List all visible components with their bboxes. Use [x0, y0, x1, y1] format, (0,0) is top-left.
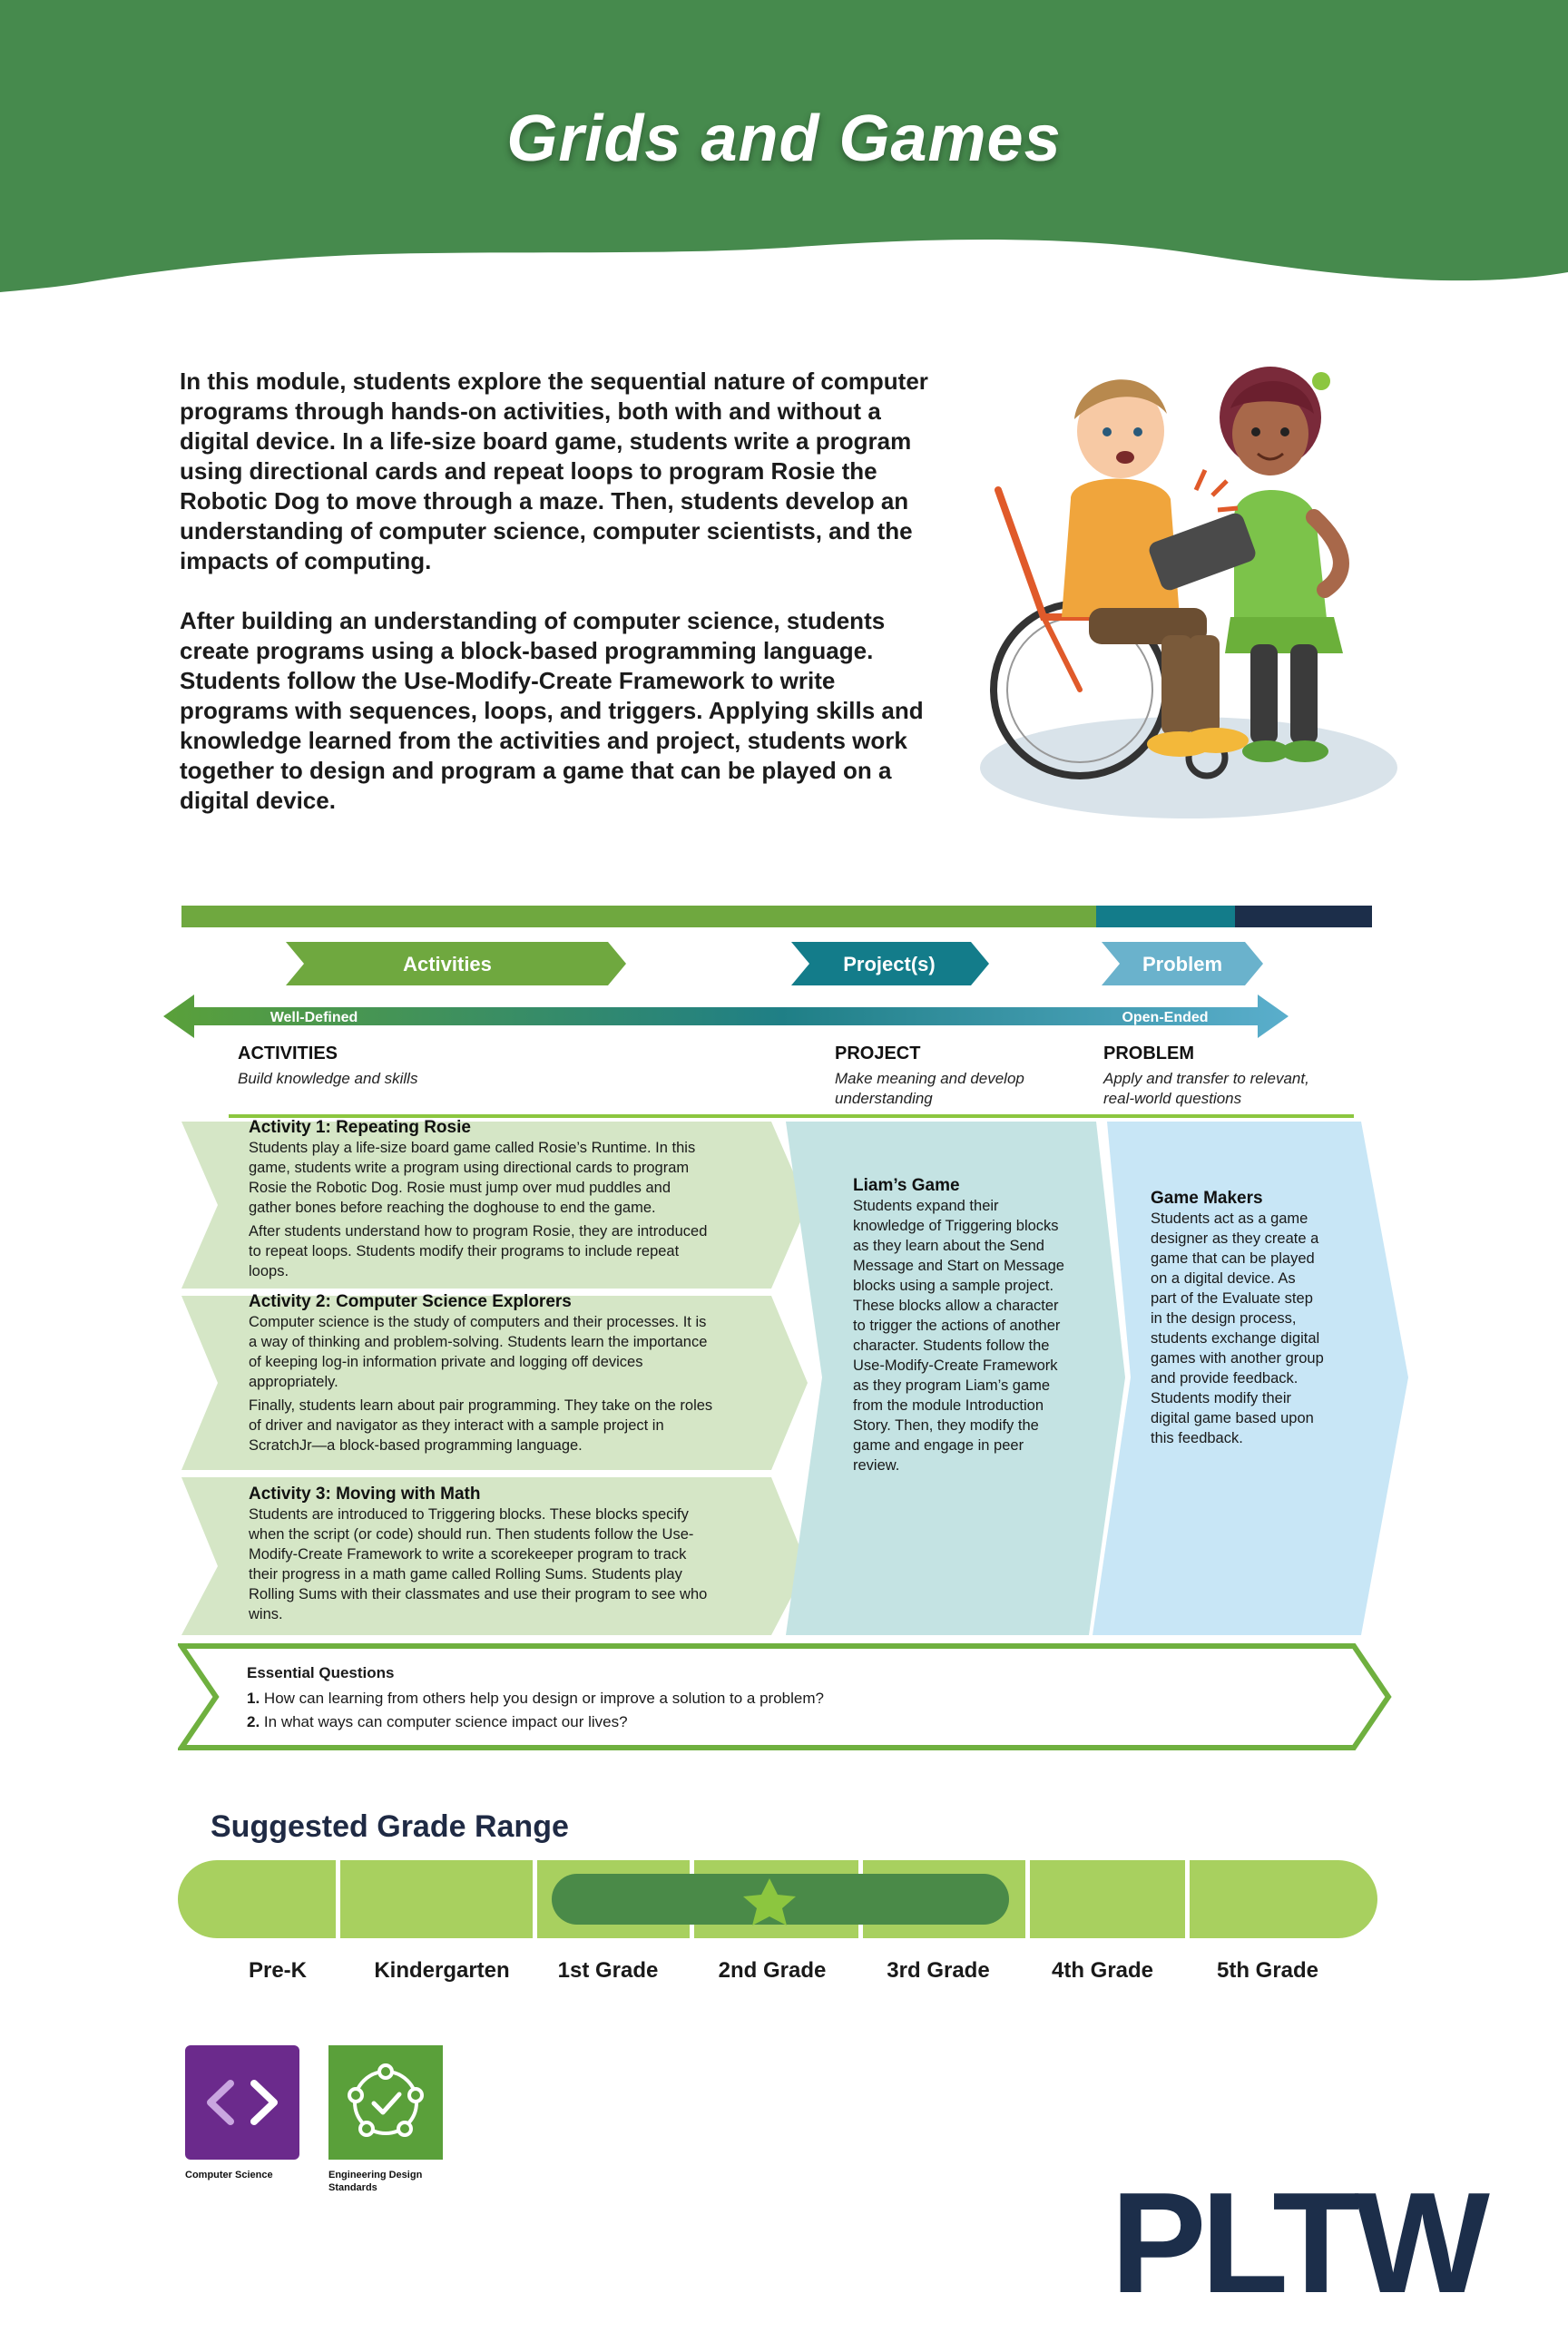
- problem-line: Students act as a game: [1151, 1210, 1308, 1227]
- activity-line: Rosie the Robotic Dog. Rosie must jump over mud puddles and: [249, 1180, 671, 1196]
- activity-line: Students play a life-size board game called Rosie’s Runtime. In this: [249, 1140, 696, 1156]
- svg-text:PLTW: PLTW: [1111, 2178, 1485, 2305]
- activity-line: appropriately.: [249, 1374, 338, 1390]
- students-illustration: [962, 345, 1434, 826]
- project-line: blocks using a sample project.: [853, 1278, 1054, 1294]
- pltw-logo: [1094, 2178, 1501, 2305]
- activity-1-title: Activity 1: Repeating Rosie: [249, 1118, 471, 1137]
- intro-line: understanding of computer science, computer scientists, and the: [180, 517, 913, 544]
- scale-left-label: Well-Defined: [270, 1010, 358, 1025]
- project-bar: [1096, 906, 1235, 927]
- essential-question-2: [247, 1713, 628, 1731]
- problem-chevron-label: Problem: [1142, 953, 1223, 975]
- project-line: Students expand their: [853, 1198, 999, 1214]
- grade-divider: [1185, 1858, 1190, 1940]
- label-line: Engineering Design: [328, 2170, 423, 2180]
- problem-line: on a digital device. As: [1151, 1270, 1296, 1287]
- question-number: 2.: [247, 1713, 260, 1730]
- grade-label-kindergarten: Kindergarten: [374, 1958, 510, 1983]
- problem-line: and provide feedback.: [1151, 1370, 1298, 1387]
- activity-line: Rolling Sums with their classmates and use their program to see who: [249, 1586, 708, 1602]
- activity-line: game, students write a program using directional cards to program: [249, 1160, 690, 1176]
- activity-line: to repeat loops. Students modify their programs to include repeat: [249, 1243, 680, 1259]
- grade-divider: [1025, 1858, 1030, 1940]
- project-line: as they program Liam’s game: [853, 1377, 1051, 1394]
- project-line: These blocks allow a character: [853, 1298, 1059, 1314]
- activity-line: of driver and navigator as they interact with a sample project in: [249, 1417, 664, 1434]
- problem-line: part of the Evaluate step: [1151, 1290, 1313, 1307]
- grade-label-pre-k: Pre-K: [248, 1958, 308, 1983]
- progression-chevrons: [163, 935, 1307, 1044]
- activity-2-content: [249, 1292, 775, 1455]
- question-number: 1.: [247, 1690, 260, 1707]
- activity-line: Modify-Create Framework to write a scorekeeper program to track: [249, 1546, 687, 1563]
- intro-line: create programs using a block-based programming language.: [180, 637, 874, 664]
- problem-line: designer as they create a: [1151, 1230, 1319, 1247]
- activity-line: gather bones before reaching the doghouse to end the game.: [249, 1200, 656, 1216]
- intro-line: programs with sequences, loops, and triggers. Applying skills and: [180, 697, 924, 724]
- problem-line: Students modify their: [1151, 1390, 1291, 1406]
- intro-line: Robotic Dog to move through a maze. Then, students develop an: [180, 487, 909, 514]
- project-line: to trigger the actions of another: [853, 1318, 1061, 1334]
- activity-line: of keeping log-in information private and logging off devices: [249, 1354, 643, 1370]
- design-cycle-icon: [328, 2045, 443, 2160]
- subheading-line: Apply and transfer to relevant,: [1103, 1070, 1309, 1087]
- project-title: Liam’s Game: [853, 1176, 960, 1195]
- project-line: Message and Start on Message: [853, 1258, 1064, 1274]
- grade-divider: [533, 1858, 537, 1940]
- activity-line: Students are introduced to Triggering blocks. These blocks specify: [249, 1506, 689, 1523]
- grade-label-5th: 5th Grade: [1216, 1958, 1319, 1983]
- problem-line: students exchange digital: [1151, 1330, 1320, 1347]
- grade-range-title: Suggested Grade Range: [211, 1809, 569, 1844]
- project-line: character. Students follow the: [853, 1338, 1050, 1354]
- intro-line: together to design and program a game that can be played on a: [180, 757, 892, 784]
- question-text: How can learning from others help you design or improve a solution to a problem?: [263, 1690, 824, 1707]
- grade-label-1st: 1st Grade: [557, 1958, 659, 1983]
- activity-line: their progress in a math game called Rolling Sums. Students play: [249, 1566, 682, 1583]
- page-title: Grids and Games: [506, 103, 1062, 175]
- grade-label-4th: 4th Grade: [1051, 1958, 1154, 1983]
- essential-questions-title: Essential Questions: [247, 1664, 395, 1681]
- project-line: from the module Introduction: [853, 1397, 1044, 1414]
- grade-label-2nd: 2nd Grade: [718, 1958, 827, 1983]
- project-subheading: [835, 1069, 1024, 1109]
- activity-line: a way of thinking and problem-solving. Students learn the importance: [249, 1334, 708, 1350]
- problem-content: [1151, 1189, 1359, 1448]
- project-line: Use-Modify-Create Framework: [853, 1357, 1058, 1374]
- project-line: as they learn about the Send: [853, 1238, 1044, 1254]
- activities-heading: ACTIVITIES: [238, 1044, 338, 1063]
- activity-3-title: Activity 3: Moving with Math: [249, 1485, 481, 1504]
- intro-line: using directional cards and repeat loops to program Rosie the: [180, 457, 877, 485]
- engineering-design-standard-tile: [328, 2045, 443, 2160]
- computer-science-label: Computer Science: [185, 2170, 273, 2180]
- grade-label-3rd: 3rd Grade: [887, 1958, 990, 1983]
- code-brackets-icon: [185, 2045, 299, 2160]
- problem-line: game that can be played: [1151, 1250, 1315, 1267]
- activity-line: when the script (or code) should run. Then students follow the Use-: [249, 1526, 694, 1543]
- intro-line: Students follow the Use-Modify-Create Framework to write: [180, 667, 836, 694]
- activity-line: loops.: [249, 1263, 289, 1279]
- problem-line: digital game based upon: [1151, 1410, 1314, 1426]
- problem-line: this feedback.: [1151, 1430, 1243, 1446]
- intro-line: impacts of computing.: [180, 547, 432, 574]
- project-chevron-label: Project(s): [843, 953, 936, 975]
- project-line: knowledge of Triggering blocks: [853, 1218, 1059, 1234]
- subheading-line: understanding: [835, 1090, 933, 1107]
- intro-line: In this module, students explore the sequential nature of computer: [180, 368, 928, 395]
- problem-title: Game Makers: [1151, 1189, 1263, 1208]
- intro-paragraph-2: [180, 606, 960, 816]
- problem-subheading: [1103, 1069, 1309, 1109]
- question-text: In what ways can computer science impact our lives?: [263, 1713, 628, 1730]
- activity-line: wins.: [249, 1606, 283, 1622]
- intro-line: After building an understanding of computer science, students: [180, 607, 886, 634]
- intro-line: programs through hands-on activities, both with and without a: [180, 397, 881, 425]
- problem-bar: [1235, 906, 1372, 927]
- essential-question-1: [247, 1690, 824, 1708]
- project-line: review.: [853, 1457, 900, 1474]
- problem-heading: PROBLEM: [1103, 1044, 1194, 1063]
- scale-right-label: Open-Ended: [1122, 1010, 1209, 1025]
- activities-subheading: Build knowledge and skills: [238, 1070, 418, 1087]
- activity-1-content: [249, 1118, 775, 1281]
- activities-bar: [181, 906, 1096, 927]
- project-line: Story. Then, they modify the: [853, 1417, 1039, 1434]
- activity-line: Finally, students learn about pair programming. They take on the roles: [249, 1397, 713, 1414]
- activity-line: After students understand how to program Rosie, they are introduced: [249, 1223, 708, 1240]
- subheading-line: Make meaning and develop: [835, 1070, 1024, 1087]
- subheading-line: real-world questions: [1103, 1090, 1242, 1107]
- engineering-design-label: [328, 2169, 422, 2194]
- project-content: [853, 1176, 1107, 1475]
- label-line: Standards: [328, 2182, 377, 2193]
- intro-line: knowledge learned from the activities and project, students work: [180, 727, 907, 754]
- activity-3-content: [249, 1485, 775, 1624]
- project-heading: PROJECT: [835, 1044, 921, 1063]
- activity-line: Computer science is the study of computers and their processes. It is: [249, 1314, 707, 1330]
- problem-line: games with another group: [1151, 1350, 1324, 1367]
- problem-line: in the design process,: [1151, 1310, 1297, 1327]
- computer-science-standard-tile: [185, 2045, 299, 2160]
- grade-range-track: [178, 1858, 1379, 1940]
- intro-line: digital device.: [180, 787, 336, 814]
- grade-divider: [336, 1858, 340, 1940]
- intro-line: digital device. In a life-size board game, students write a program: [180, 427, 912, 455]
- intro-paragraph-1: [180, 367, 960, 576]
- activity-2-title: Activity 2: Computer Science Explorers: [249, 1292, 572, 1311]
- activities-chevron-label: Activities: [403, 953, 492, 975]
- project-line: game and engage in peer: [853, 1437, 1024, 1454]
- activity-line: ScratchJr—a block-based programming language.: [249, 1437, 583, 1454]
